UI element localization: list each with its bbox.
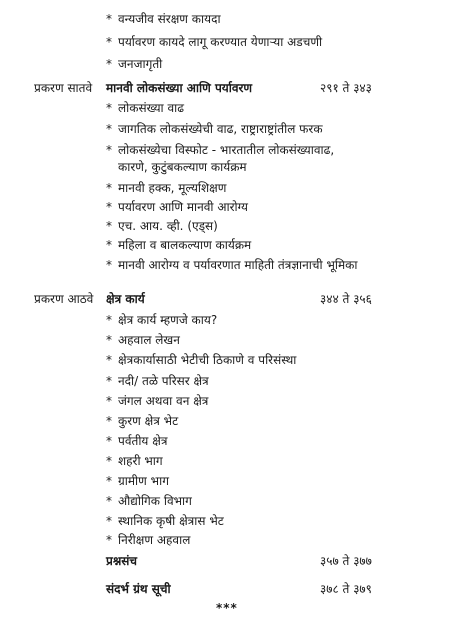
bullet-icon: * xyxy=(106,143,112,157)
bullet-icon: * xyxy=(106,181,112,195)
bullet-icon: * xyxy=(106,533,112,547)
list-item: लोकसंख्या वाढ xyxy=(118,101,185,115)
bullet-icon: * xyxy=(106,258,112,272)
list-item: जंगल अथवा वन क्षेत्र xyxy=(118,394,209,408)
bullet-icon: * xyxy=(106,454,112,468)
page-range: ३४४ ते ३५६ xyxy=(320,292,372,306)
question-set-title: प्रश्नसंच xyxy=(106,554,138,568)
page-range: २९१ ते ३४३ xyxy=(320,81,372,95)
bullet-icon: * xyxy=(106,514,112,528)
list-item: नदी/ तळे परिसर क्षेत्र xyxy=(118,374,209,388)
bullet-icon: * xyxy=(106,122,112,136)
list-item: पर्यावरण कायदे लागू करण्यात येणाऱ्या अडचणी xyxy=(118,35,323,49)
list-item: मानवी आरोग्य व पर्यावरणात माहिती तंत्रज्ञानाची भूमिका xyxy=(118,258,358,272)
bullet-icon: * xyxy=(106,374,112,388)
chapter-title: क्षेत्र कार्य xyxy=(106,292,145,306)
bullet-icon: * xyxy=(106,494,112,508)
bullet-icon: * xyxy=(106,219,112,233)
list-item: कुरण क्षेत्र भेट xyxy=(118,414,179,428)
list-item-continuation: कारणे, कुटुंबकल्याण कार्यक्रम xyxy=(118,160,247,174)
list-item: शहरी भाग xyxy=(118,454,163,468)
list-item: अहवाल लेखन xyxy=(118,333,180,347)
list-item: जागतिक लोकसंख्येची वाढ, राष्ट्राराष्ट्रांतील फरक xyxy=(118,122,323,136)
list-item: क्षेत्रकार्यासाठी भेटीची ठिकाणे व परिसंस्था xyxy=(118,353,297,367)
bullet-icon: * xyxy=(106,12,112,26)
list-item: वन्यजीव संरक्षण कायदा xyxy=(118,12,221,26)
bullet-icon: * xyxy=(106,414,112,428)
list-item: ग्रामीण भाग xyxy=(118,474,169,488)
list-item: क्षेत्र कार्य म्हणजे काय? xyxy=(118,313,218,327)
bullet-icon: * xyxy=(106,434,112,448)
list-item: औद्योगिक विभाग xyxy=(118,494,192,508)
list-item: महिला व बालकल्याण कार्यक्रम xyxy=(118,238,252,252)
page-range: ३५७ ते ३७७ xyxy=(320,554,372,568)
page-range: ३७८ ते ३७९ xyxy=(320,582,372,596)
chapter-title: मानवी लोकसंख्या आणि पर्यावरण xyxy=(106,81,253,95)
list-item: पर्यावरण आणि मानवी आरोग्य xyxy=(118,200,248,214)
chapter-label: प्रकरण आठवे xyxy=(34,292,94,306)
list-item: निरीक्षण अहवाल xyxy=(118,533,191,547)
chapter-label: प्रकरण सातवे xyxy=(34,81,93,95)
bullet-icon: * xyxy=(106,101,112,115)
list-item: एच. आय. व्ही. (एड्स) xyxy=(118,219,218,233)
bullet-icon: * xyxy=(106,200,112,214)
bullet-icon: * xyxy=(106,333,112,347)
bullet-icon: * xyxy=(106,238,112,252)
bullet-icon: * xyxy=(106,313,112,327)
bullet-icon: * xyxy=(106,35,112,49)
bullet-icon: * xyxy=(106,353,112,367)
list-item: मानवी हक्क, मूल्यशिक्षण xyxy=(118,181,227,195)
list-item: लोकसंख्येचा विस्फोट - भारतातील लोकसंख्यावाढ, xyxy=(118,143,335,157)
bibliography-title: संदर्भ ग्रंथ सूची xyxy=(106,582,171,596)
bullet-icon: * xyxy=(106,474,112,488)
bullet-icon: * xyxy=(106,57,112,71)
bullet-icon: * xyxy=(106,394,112,408)
list-item: जनजागृती xyxy=(118,57,163,71)
end-mark: *** xyxy=(216,601,238,615)
list-item: पर्वतीय क्षेत्र xyxy=(118,434,168,448)
list-item: स्थानिक कृषी क्षेत्रास भेट xyxy=(118,514,224,528)
